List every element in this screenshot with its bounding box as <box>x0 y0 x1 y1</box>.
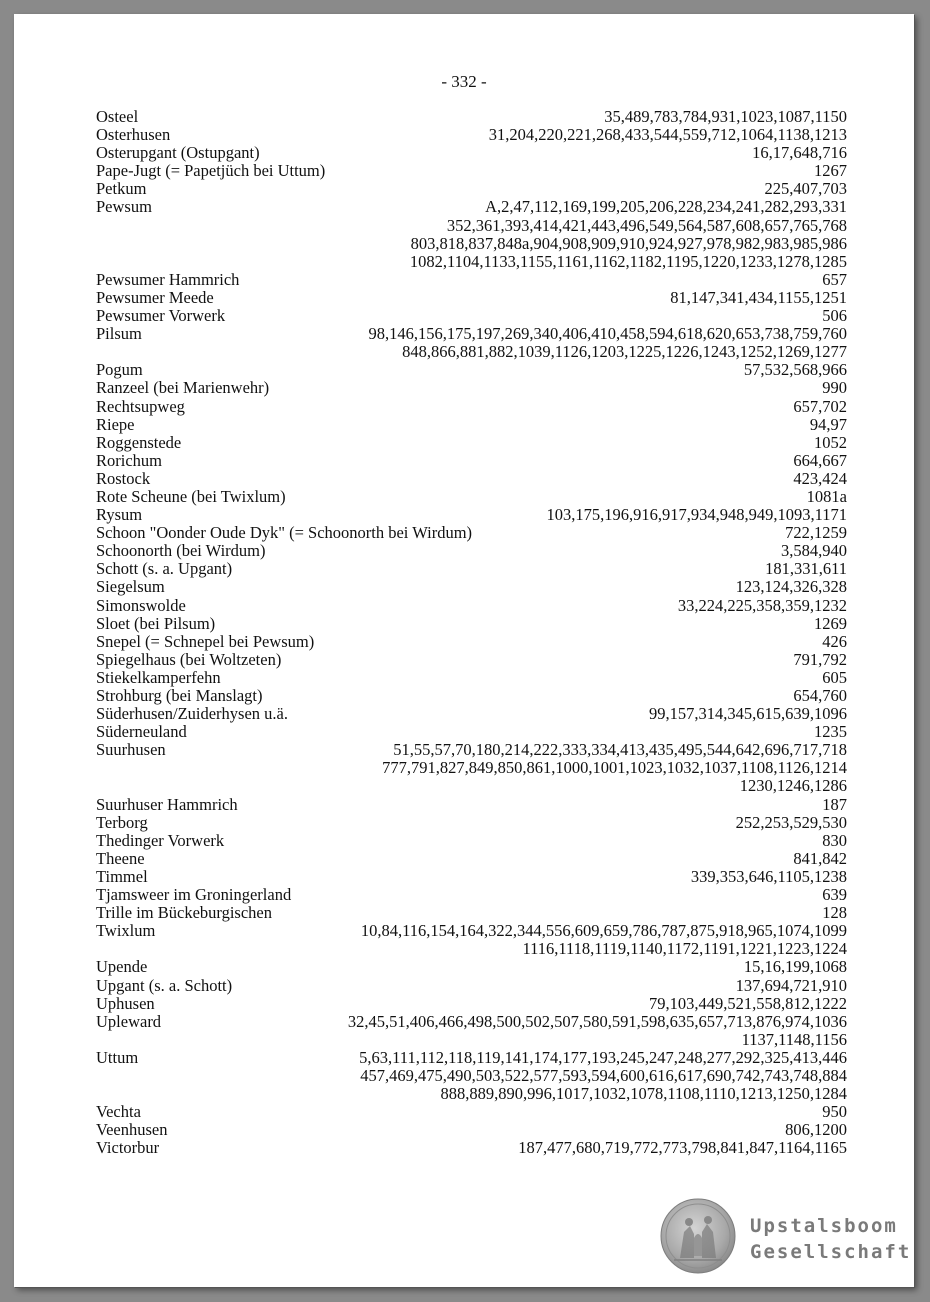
page-references <box>96 922 847 958</box>
page-reference-line: 848,866,881,882,1039,1126,1203,1225,1226,1243,1252,1269,1277 <box>402 342 847 362</box>
page-reference-line: 339,353,646,1105,1238 <box>690 866 847 886</box>
place-name: Schoonorth (bei Wirdum) <box>96 541 266 561</box>
page-references <box>96 1139 847 1157</box>
place-name: Vechta <box>96 1102 141 1122</box>
page-references <box>96 741 847 795</box>
index-entry <box>96 958 847 976</box>
page-references <box>96 597 847 615</box>
place-name: Süderneuland <box>96 722 187 742</box>
index-entry <box>96 271 847 289</box>
place-name: Uphusen <box>96 993 155 1013</box>
place-name: Osterupgant (Ostupgant) <box>96 143 260 163</box>
place-name: Upleward <box>96 1011 162 1031</box>
index-entry <box>96 379 847 397</box>
place-name: Pogum <box>96 360 143 380</box>
page-number: - 332 - <box>441 72 487 91</box>
place-name: Schott (s. a. Upgant) <box>96 559 233 579</box>
page-reference-line: 1269 <box>814 613 847 633</box>
page-reference-line: 51,55,57,70,180,214,222,333,334,413,435,495,544,642,696,717,718 <box>393 740 847 760</box>
index-entry <box>96 868 847 886</box>
page-references <box>96 452 847 470</box>
page-reference-line: 98,146,156,175,197,269,340,406,410,458,594,618,620,653,738,759,760 <box>368 324 847 344</box>
page-reference-line: 33,224,225,358,359,1232 <box>677 595 847 615</box>
page-reference-line: 181,331,611 <box>765 559 847 579</box>
page-reference-line: 352,361,393,414,421,443,496,549,564,587,608,657,765,768 <box>446 215 847 235</box>
page-reference-line: 187,477,680,719,772,773,798,841,847,1164,1165 <box>518 1138 847 1158</box>
index-entry <box>96 850 847 868</box>
page-reference-line: 605 <box>822 667 847 687</box>
page-reference-line: 806,1200 <box>785 1120 847 1140</box>
page-references <box>96 325 847 361</box>
index-entry <box>96 289 847 307</box>
place-name: Rote Scheune (bei Twixlum) <box>96 486 286 506</box>
index-entry <box>96 741 847 795</box>
place-name: Victorbur <box>96 1138 160 1158</box>
page-reference-line: 35,489,783,784,931,1023,1087,1150 <box>604 107 847 126</box>
index-entry <box>96 325 847 361</box>
index-entry <box>96 307 847 325</box>
page-reference-line: 657,702 <box>793 396 847 416</box>
document-page <box>14 14 914 1287</box>
page-reference-line: 423,424 <box>793 468 847 488</box>
page-references <box>96 126 847 144</box>
place-name: Stiekelkamperfehn <box>96 667 221 687</box>
page-reference-line: 3,584,940 <box>781 541 847 561</box>
index-entry <box>96 162 847 180</box>
index-entry <box>96 651 847 669</box>
page-references <box>96 1103 847 1121</box>
index-entry <box>96 615 847 633</box>
index-entry <box>96 597 847 615</box>
place-name: Veenhusen <box>96 1120 168 1140</box>
place-name: Osteel <box>96 107 139 126</box>
page-references <box>96 198 847 270</box>
index-entry <box>96 832 847 850</box>
index-entry <box>96 1121 847 1139</box>
logo-line-upstalsboom: Upstalsboom <box>750 1215 898 1237</box>
page-reference-line: 654,760 <box>793 686 847 705</box>
logo-line-gesellschaft: Gesellschaft <box>750 1241 912 1263</box>
index-entry <box>96 180 847 198</box>
page-reference-line: 950 <box>822 1102 847 1122</box>
place-name: Siegelsum <box>96 577 165 597</box>
seal-emblem-icon <box>660 1198 736 1274</box>
place-name: Süderhusen/Zuiderhysen u.ä. <box>96 704 288 724</box>
index-entry <box>96 108 847 126</box>
page-references <box>96 995 847 1013</box>
place-name: Suurhusen <box>96 740 166 760</box>
place-name: Twixlum <box>96 921 156 941</box>
place-name: Strohburg (bei Manslagt) <box>96 686 263 705</box>
index-entry <box>96 904 847 922</box>
page-reference-line: 1235 <box>814 722 847 742</box>
page-reference-line: 722,1259 <box>785 523 847 543</box>
place-index-list <box>96 108 847 1157</box>
index-entry <box>96 886 847 904</box>
place-name: Petkum <box>96 179 147 199</box>
index-entry <box>96 578 847 596</box>
page-reference-line: 137,694,721,910 <box>735 975 847 995</box>
index-entry <box>96 633 847 651</box>
index-entry <box>96 687 847 705</box>
place-name: Upende <box>96 957 148 977</box>
page-references <box>96 434 847 452</box>
index-entry <box>96 1139 847 1157</box>
place-name: Uttum <box>96 1047 139 1067</box>
page-references <box>96 108 847 126</box>
place-name: Terborg <box>96 812 148 832</box>
page-references <box>96 1049 847 1103</box>
page-reference-line: 657 <box>822 269 847 289</box>
place-name: Pewsumer Hammrich <box>96 269 240 289</box>
index-entry <box>96 524 847 542</box>
page-reference-line: 94,97 <box>809 414 847 434</box>
page-reference-line: 32,45,51,406,466,498,500,502,507,580,591,598,635,657,713,876,974,1036 <box>347 1011 847 1031</box>
index-entry <box>96 416 847 434</box>
place-name: Rostock <box>96 468 151 488</box>
index-entry <box>96 1013 847 1049</box>
page-reference-line: 639 <box>822 885 847 905</box>
page-reference-line: 1081a <box>806 486 847 506</box>
page-references <box>96 506 847 524</box>
index-entry <box>96 198 847 270</box>
page-references <box>96 180 847 198</box>
page-reference-line: 426 <box>822 631 847 651</box>
page-reference-line: 803,818,837,848a,904,908,909,910,924,927,978,982,983,985,986 <box>410 233 847 253</box>
page-reference-line: 103,175,196,916,917,934,948,949,1093,1171 <box>546 505 847 525</box>
place-name: Suurhuser Hammrich <box>96 794 238 814</box>
page-reference-line: 123,124,326,328 <box>735 577 847 597</box>
index-entry <box>96 361 847 379</box>
place-name: Riepe <box>96 414 135 434</box>
index-entry <box>96 977 847 995</box>
page-reference-line: 31,204,220,221,268,433,544,559,712,1064,1138,1213 <box>488 125 847 145</box>
page-reference-line: 128 <box>822 903 847 923</box>
index-entry <box>96 434 847 452</box>
page-reference-line: 252,253,529,530 <box>735 812 847 832</box>
place-name: Thedinger Vorwerk <box>96 830 225 850</box>
index-entry <box>96 542 847 560</box>
index-entry <box>96 796 847 814</box>
index-entry <box>96 1103 847 1121</box>
index-entry <box>96 995 847 1013</box>
page-reference-line: 1052 <box>814 432 847 452</box>
place-name: Rechtsupweg <box>96 396 185 416</box>
page-references <box>96 1013 847 1049</box>
place-name: Pewsumer Vorwerk <box>96 306 226 326</box>
page-reference-line: 15,16,199,1068 <box>743 957 847 977</box>
index-entry <box>96 126 847 144</box>
page-reference-line: 1230,1246,1286 <box>739 776 847 796</box>
index-entry <box>96 814 847 832</box>
index-entry <box>96 488 847 506</box>
place-name: Snepel (= Schnepel bei Pewsum) <box>96 631 315 651</box>
page-reference-line: 81,147,341,434,1155,1251 <box>670 287 847 307</box>
page-reference-line: 1137,1148,1156 <box>741 1029 847 1049</box>
index-entry <box>96 723 847 741</box>
index-entry <box>96 506 847 524</box>
page-references <box>96 398 847 416</box>
place-name: Theene <box>96 848 145 868</box>
place-name: Sloet (bei Pilsum) <box>96 613 216 633</box>
page-reference-line: 10,84,116,154,164,322,344,556,609,659,786,787,875,918,965,1074,1099 <box>360 921 847 941</box>
society-logo-text <box>750 1213 911 1265</box>
place-name: Rorichum <box>96 450 162 470</box>
page-references <box>96 578 847 596</box>
page-references <box>96 361 847 379</box>
page-reference-line: 57,532,568,966 <box>743 360 847 380</box>
index-entry <box>96 398 847 416</box>
index-entry <box>96 144 847 162</box>
page-reference-line: 1116,1118,1119,1140,1172,1191,1221,1223,1224 <box>522 939 847 959</box>
place-name: Simonswolde <box>96 595 186 615</box>
place-name: Spiegelhaus (bei Woltzeten) <box>96 649 282 669</box>
page-reference-line: 777,791,827,849,850,861,1000,1001,1023,1032,1037,1108,1126,1214 <box>382 758 847 778</box>
page-references <box>96 814 847 832</box>
place-name: Osterhusen <box>96 125 171 145</box>
page-reference-line: 16,17,648,716 <box>752 143 847 163</box>
page-reference-line: 888,889,890,996,1017,1032,1078,1108,1110,1213,1250,1284 <box>440 1084 847 1104</box>
place-name: Pilsum <box>96 324 142 344</box>
place-name: Pape-Jugt (= Papetjüch bei Uttum) <box>96 161 326 181</box>
page-reference-line: 5,63,111,112,118,119,141,174,177,193,245,247,248,277,292,325,413,446 <box>359 1047 847 1067</box>
page-reference-line: A,2,47,112,169,199,205,206,228,234,241,282,293,331 <box>485 197 847 217</box>
place-name: Trille im Bückeburgischen <box>96 903 272 923</box>
page-reference-line: 990 <box>822 378 847 398</box>
index-entry <box>96 452 847 470</box>
page-reference-line: 791,792 <box>793 649 847 669</box>
place-name: Schoon "Oonder Oude Dyk" (= Schoonorth bei Wirdum) <box>96 523 473 543</box>
page-reference-line: 1267 <box>814 161 847 181</box>
place-name: Pewsumer Meede <box>96 287 214 307</box>
index-entry <box>96 560 847 578</box>
page-reference-line: 457,469,475,490,503,522,577,593,594,600,616,617,690,742,743,748,884 <box>360 1065 847 1085</box>
place-name: Ranzeel (bei Marienwehr) <box>96 378 270 398</box>
page-references <box>96 868 847 886</box>
place-name: Timmel <box>96 866 148 886</box>
place-name: Tjamsweer im Groningerland <box>96 885 292 905</box>
page-references <box>96 723 847 741</box>
place-name: Rysum <box>96 505 143 525</box>
index-entry <box>96 470 847 488</box>
page-references <box>96 850 847 868</box>
place-name: Pewsum <box>96 197 152 217</box>
page-reference-line: 225,407,703 <box>764 179 847 199</box>
page-reference-line: 79,103,449,521,558,812,1222 <box>649 993 847 1013</box>
index-entry <box>96 669 847 687</box>
page-references <box>96 1121 847 1139</box>
index-entry <box>96 1049 847 1103</box>
page-reference-line: 830 <box>822 830 847 850</box>
place-name: Upgant (s. a. Schott) <box>96 975 233 995</box>
page-reference-line: 187 <box>822 794 847 814</box>
page-reference-line: 664,667 <box>793 450 847 470</box>
page-reference-line: 506 <box>822 306 847 326</box>
page-reference-line: 99,157,314,345,615,639,1096 <box>649 704 847 724</box>
page-references <box>96 470 847 488</box>
index-entry <box>96 922 847 958</box>
page-reference-line: 841,842 <box>793 848 847 868</box>
place-name: Roggenstede <box>96 432 182 452</box>
page-references <box>96 416 847 434</box>
page-reference-line: 1082,1104,1133,1155,1161,1162,1182,1195,1220,1233,1278,1285 <box>409 251 847 271</box>
index-entry <box>96 705 847 723</box>
page-references <box>96 958 847 976</box>
